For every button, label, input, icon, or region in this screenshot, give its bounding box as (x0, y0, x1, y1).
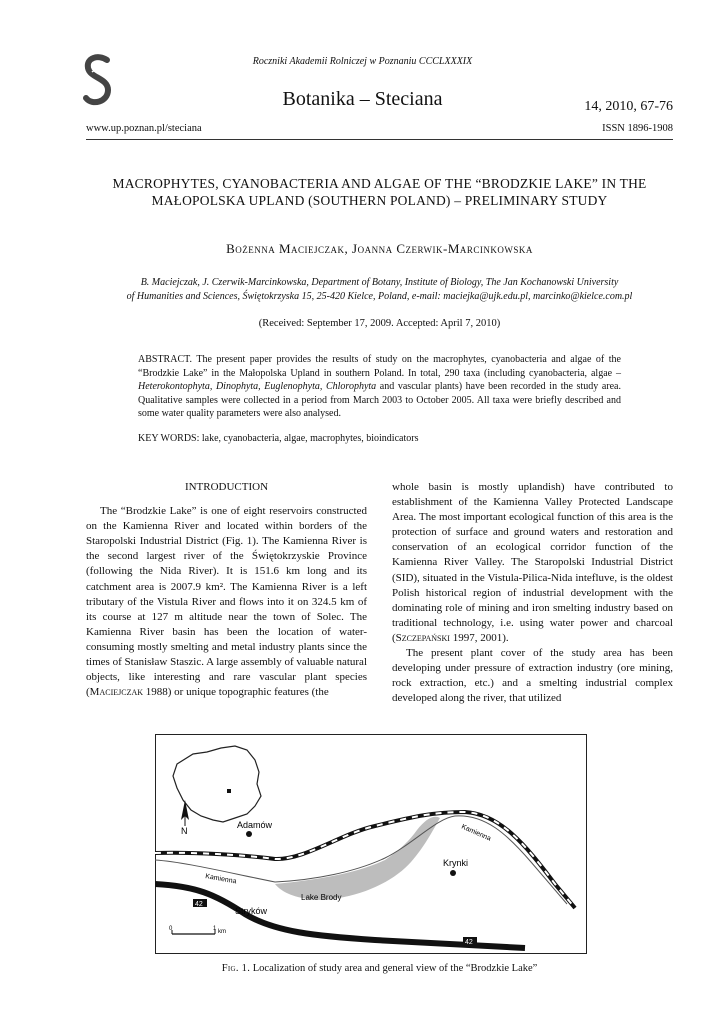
journal-title: Botanika – Steciana (282, 88, 443, 110)
journal-url[interactable]: www.up.poznan.pl/steciana (86, 123, 202, 134)
adamow-marker (246, 831, 252, 837)
north-label: N (181, 826, 188, 836)
affiliation-line-2: of Humanities and Sciences, Świętokrzyska 15, 25-420 Kielce, Poland, e-mail: maciejka@ujk.edu.pl, marcinko@kielce.com.pl (126, 291, 633, 302)
caption-label: Fig. 1. (221, 963, 251, 974)
kamienna-east-label: Kamienna (460, 823, 492, 843)
scale-one: 1 (213, 926, 217, 932)
citation-szczepanski: Szczepański (395, 631, 450, 644)
study-area-map (155, 734, 587, 954)
kamienna-west-label: Kamienna (204, 873, 237, 886)
abstract-part-1: ABSTRACT. The present paper provides the results of study on the macrophytes, cyanobacteria and algae of the “Brodzkie Lake” in the Małopolska Upland in southern Poland. In total, 290 taxa (including cyanobacteria, algae – (138, 354, 621, 379)
volume-info: 14, 2010, 67-76 (584, 99, 673, 114)
road-42-west-label: 42 (195, 901, 203, 908)
journal-name: Roczniki Akademii Rolniczej w Poznaniu CCCLXXXIX (252, 56, 473, 67)
citation-maciejczak: Maciejczak (89, 686, 144, 699)
intro-text-d: 1997, 2001). (449, 631, 509, 644)
intro-paragraph-2: The present plant cover of the study area has been developing under pressure of extraction industry (ore mining, rock extraction, etc.) and a smelting industrial complex developed along the river, that utilized (392, 647, 673, 705)
figure-caption (86, 963, 673, 974)
abstract (138, 353, 621, 421)
keywords: KEY WORDS: lake, cyanobacteria, algae, macrophytes, bioindicators (138, 433, 419, 444)
adamow-label: Adamów (237, 820, 273, 830)
intro-text-a: The “Brodzkie Lake” is one of eight reservoirs constructed on the Kamienna River and located within borders of the Staropolski Industrial District (Fig. 1). The Kamienna River is the second largest river of the Świętokrzyskie Province (following the Nida River). It is 151.6 km long and its catchment area is 2007.9 km². The Kamienna River is a left tributary of the Vistula River and flows into it on 324.5 km of its course at 127 m altitude near the town of Solec. The Kamienna River basin has been the location of water-consuming mostly smelting and metal industry plants since the times of Stanisław Staszic. A large assembly of valuable natural objects, like interesting and rare vascular plant species ( (86, 505, 367, 699)
affiliation (86, 276, 673, 304)
intro-text-b: 1988) or unique topographic features (the (143, 686, 329, 699)
article-title: MACROPHYTES, CYANOBACTERIA AND ALGAE OF THE “BRODZKIE LAKE” IN THE MAŁOPOLSKA UPLAND (SOUTHERN POLAND) – PRELIMINARY STUDY (112, 176, 647, 208)
krynki-marker (450, 870, 456, 876)
abstract-taxa: Heterokontophyta, Dinophyta, Euglenophyta, Chlorophyta (138, 381, 377, 392)
issn: ISSN 1896-1908 (602, 123, 673, 134)
scale-unit: km (218, 929, 226, 935)
column-right (392, 480, 673, 706)
lake-brody-label: Lake Brody (301, 893, 342, 902)
received-dates: (Received: September 17, 2009. Accepted: April 7, 2010) (258, 318, 501, 329)
affiliation-line-1: B. Maciejczak, J. Czerwik-Marcinkowska, Department of Botany, Institute of Biology, The Jan Kochanowski University (140, 277, 619, 288)
caption-text: Localization of study area and general view of the “Brodzkie Lake” (250, 963, 538, 974)
article-authors: Bożenna Maciejczak, Joanna Czerwik-Marcinkowska (226, 241, 533, 256)
abstract-part-2: and vascular plants) have been recorded in the study area. Qualitative samples were collected in a period from March 2003 to October 2005. All taxa were briefly described and some water quality parameters were also analysed. (138, 381, 621, 419)
scale-zero: 0 (169, 926, 173, 932)
intro-paragraph-continued (392, 480, 673, 646)
intro-paragraph-1 (86, 504, 367, 700)
location-marker (227, 789, 231, 793)
strykow-label: Stryków (235, 906, 268, 916)
road-42-east-label: 42 (465, 939, 473, 946)
section-heading-introduction: INTRODUCTION (184, 481, 269, 493)
intro-text-c: whole basin is mostly uplandish) have contributed to establishment of the Kamienna Valley Protected Landscape Area. The most important ecological function of this area is the protection of surface and ground waters and restoration and conservation of an ecological corridor function of the Kamienna River Valley. The Staropolski Industrial District (SID), situated in the Vistula-Pilica-Nida intefluve, is the oldest Polish historical region of industrial development with the dominating role of mining and iron smelting industry based on traditional technology, i.e. using water power and charcoal ( (392, 481, 673, 644)
column-left (86, 480, 367, 700)
krynki-label: Krynki (443, 858, 469, 868)
header-rule (86, 139, 673, 140)
